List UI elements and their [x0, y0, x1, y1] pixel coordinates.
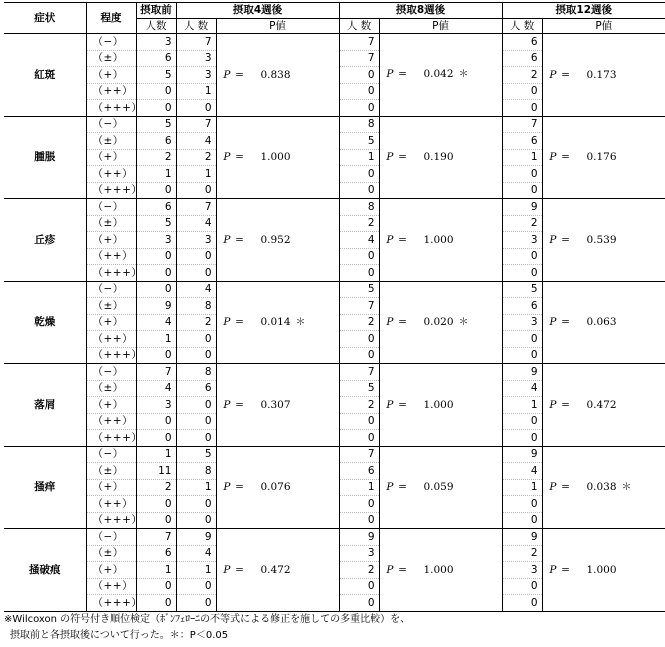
equals-sign: =: [561, 480, 570, 493]
p-value: 0.076: [260, 481, 291, 494]
w4-count: 0: [176, 265, 216, 282]
pre-count: 6: [136, 133, 176, 150]
degree-label: （±）: [86, 133, 136, 150]
w12-count: 0: [502, 430, 542, 447]
w8-count: 9: [339, 529, 379, 546]
equals-sign: =: [398, 481, 407, 494]
equals-sign: =: [235, 563, 244, 576]
degree-label: （++）: [86, 331, 136, 348]
pre-count: 5: [136, 215, 176, 232]
degree-label: （++）: [86, 496, 136, 513]
w4-count: 1: [176, 479, 216, 496]
w4-pvalue-cell: [216, 281, 339, 364]
w12-pvalue-cell: [542, 281, 665, 364]
equals-sign: =: [561, 151, 570, 164]
equals-sign: =: [561, 398, 570, 411]
pre-count: 9: [136, 298, 176, 315]
pre-count: 4: [136, 380, 176, 397]
p-value: 1.000: [423, 233, 454, 246]
w8-count: 6: [339, 463, 379, 480]
w4-pvalue-cell: [216, 116, 339, 199]
w4-count: 0: [176, 512, 216, 529]
degree-label: （±）: [86, 545, 136, 562]
w8-count: 0: [339, 67, 379, 84]
degree-label: （−）: [86, 199, 136, 216]
p-symbol: P: [549, 151, 557, 164]
pre-count: 7: [136, 529, 176, 546]
w12-count: 0: [502, 166, 542, 183]
degree-label: （++）: [86, 248, 136, 265]
w8-count: 3: [339, 545, 379, 562]
w4-count: 0: [176, 430, 216, 447]
degree-label: （±）: [86, 298, 136, 315]
w4-count: 0: [176, 397, 216, 414]
w4-count: 9: [176, 529, 216, 546]
w4-count: 0: [176, 347, 216, 364]
equals-sign: =: [235, 68, 244, 81]
degree-label: （++）: [86, 83, 136, 100]
p-symbol: P: [549, 316, 557, 329]
results-table: [4, 2, 665, 612]
pre-count: 0: [136, 281, 176, 298]
header-w4-pvalue: P値: [216, 18, 339, 34]
w8-pvalue-cell: [379, 364, 502, 447]
w4-count: 7: [176, 116, 216, 133]
pre-count: 0: [136, 248, 176, 265]
pre-count: 6: [136, 199, 176, 216]
pre-count: 1: [136, 166, 176, 183]
p-symbol: P: [223, 481, 231, 494]
pre-count: 0: [136, 83, 176, 100]
p-symbol: P: [386, 68, 394, 81]
significance-mark: ＊: [458, 316, 469, 328]
w4-count: 0: [176, 248, 216, 265]
symptom-label: 腫脹: [4, 116, 86, 199]
p-value: 0.472: [586, 398, 617, 411]
w8-count: 0: [339, 512, 379, 529]
w8-count: 7: [339, 364, 379, 381]
w8-pvalue-cell: [379, 529, 502, 612]
w4-pvalue-cell: [216, 199, 339, 282]
p-symbol: P: [223, 68, 231, 81]
p-symbol: P: [223, 315, 231, 328]
w12-count: 0: [502, 578, 542, 595]
w4-count: 4: [176, 281, 216, 298]
degree-label: （−）: [86, 34, 136, 51]
w12-count: 0: [502, 347, 542, 364]
symptom-label: 落屑: [4, 364, 86, 447]
degree-label: （+++）: [86, 182, 136, 199]
p-symbol: P: [386, 151, 394, 164]
p-symbol: P: [386, 315, 394, 328]
w8-count: 0: [339, 248, 379, 265]
degree-label: （−）: [86, 446, 136, 463]
degree-label: （+）: [86, 149, 136, 166]
header-week8: 摂取8週後: [339, 3, 502, 19]
degree-label: （++）: [86, 413, 136, 430]
w8-count: 4: [339, 232, 379, 249]
p-value: 0.952: [260, 233, 291, 246]
w4-count: 0: [176, 578, 216, 595]
w8-count: 2: [339, 215, 379, 232]
w12-pvalue-cell: [542, 364, 665, 447]
w4-count: 2: [176, 149, 216, 166]
w4-count: 8: [176, 298, 216, 315]
w4-count: 3: [176, 50, 216, 67]
w12-count: 9: [502, 364, 542, 381]
footnote-line-2: 摂取前と各摂取後について行った。＊：P＜0.05: [10, 630, 229, 641]
w12-count: 0: [502, 182, 542, 199]
footnote-line-1: ※Wilcoxon の符号付き順位検定（ﾎﾞﾝﾌｪﾛｰﾆの不等式による修正を施しての多重比較）を、: [4, 614, 411, 625]
w8-count: 0: [339, 413, 379, 430]
symptom-label: 乾燥: [4, 281, 86, 364]
w12-pvalue-cell: [542, 529, 665, 612]
w12-count: 2: [502, 215, 542, 232]
w4-count: 7: [176, 199, 216, 216]
w4-pvalue-cell: [216, 529, 339, 612]
w8-pvalue-cell: [379, 199, 502, 282]
degree-label: （++）: [86, 166, 136, 183]
footnotes: [4, 612, 621, 644]
pre-count: 0: [136, 182, 176, 199]
w4-count: 0: [176, 496, 216, 513]
w4-count: 4: [176, 133, 216, 150]
table-row: [4, 199, 665, 216]
w8-count: 0: [339, 578, 379, 595]
symptom-label: 掻破痕: [4, 529, 86, 612]
w4-count: 0: [176, 331, 216, 348]
w4-count: 2: [176, 314, 216, 331]
degree-label: （±）: [86, 380, 136, 397]
pre-count: 6: [136, 50, 176, 67]
w12-count: 3: [502, 232, 542, 249]
equals-sign: =: [398, 398, 407, 411]
w8-count: 0: [339, 430, 379, 447]
pre-count: 0: [136, 265, 176, 282]
w12-count: 0: [502, 265, 542, 282]
p-value: 0.038: [586, 480, 617, 493]
equals-sign: =: [561, 68, 570, 81]
w12-count: 1: [502, 149, 542, 166]
significance-mark: ＊: [295, 316, 306, 328]
pre-count: 7: [136, 364, 176, 381]
header-w8-pvalue: P値: [379, 18, 502, 34]
symptom-label: 掻痒: [4, 446, 86, 529]
equals-sign: =: [235, 398, 244, 411]
p-symbol: P: [549, 68, 557, 81]
symptom-label: 丘疹: [4, 199, 86, 282]
p-value: 0.063: [586, 316, 617, 329]
degree-label: （+++）: [86, 347, 136, 364]
degree-label: （±）: [86, 463, 136, 480]
w12-count: 5: [502, 281, 542, 298]
w8-count: 0: [339, 83, 379, 100]
p-value: 1.000: [423, 398, 454, 411]
w4-count: 0: [176, 182, 216, 199]
p-symbol: P: [386, 563, 394, 576]
p-value: 0.176: [586, 151, 617, 164]
w4-count: 1: [176, 562, 216, 579]
equals-sign: =: [561, 316, 570, 329]
p-symbol: P: [386, 233, 394, 246]
w12-count: 0: [502, 413, 542, 430]
p-value: 0.042: [423, 68, 454, 81]
degree-label: （+++）: [86, 512, 136, 529]
header-week4: 摂取4週後: [176, 3, 339, 19]
w8-count: 2: [339, 397, 379, 414]
pre-count: 2: [136, 149, 176, 166]
p-symbol: P: [549, 480, 557, 493]
w12-count: 4: [502, 463, 542, 480]
equals-sign: =: [561, 563, 570, 576]
w12-count: 3: [502, 562, 542, 579]
w8-count: 0: [339, 331, 379, 348]
pre-count: 3: [136, 397, 176, 414]
w12-count: 0: [502, 512, 542, 529]
p-value: 0.173: [586, 68, 617, 81]
p-symbol: P: [549, 233, 557, 246]
p-value: 0.014: [260, 315, 291, 328]
pre-count: 0: [136, 100, 176, 117]
p-symbol: P: [386, 398, 394, 411]
w4-count: 1: [176, 166, 216, 183]
header-w4-count: 人 数: [176, 18, 216, 34]
w12-count: 1: [502, 397, 542, 414]
w12-count: 0: [502, 595, 542, 612]
degree-label: （+）: [86, 232, 136, 249]
significance-mark: ＊: [621, 481, 632, 493]
w8-count: 8: [339, 116, 379, 133]
equals-sign: =: [235, 315, 244, 328]
equals-sign: =: [235, 151, 244, 164]
degree-label: （−）: [86, 116, 136, 133]
w8-count: 5: [339, 281, 379, 298]
equals-sign: =: [398, 68, 407, 81]
w12-count: 0: [502, 83, 542, 100]
w12-pvalue-cell: [542, 446, 665, 529]
w8-count: 0: [339, 100, 379, 117]
degree-label: （+）: [86, 479, 136, 496]
degree-label: （+）: [86, 562, 136, 579]
w8-count: 2: [339, 314, 379, 331]
pre-count: 0: [136, 413, 176, 430]
p-symbol: P: [386, 481, 394, 494]
w12-count: 6: [502, 50, 542, 67]
degree-label: （+++）: [86, 595, 136, 612]
w8-count: 0: [339, 182, 379, 199]
pre-count: 4: [136, 314, 176, 331]
w8-count: 2: [339, 562, 379, 579]
w12-count: 2: [502, 67, 542, 84]
w4-count: 8: [176, 463, 216, 480]
w4-count: 4: [176, 215, 216, 232]
w12-count: 6: [502, 298, 542, 315]
header-week12: 摂取12週後: [502, 3, 665, 19]
p-value: 0.059: [423, 481, 454, 494]
w4-count: 4: [176, 545, 216, 562]
p-value: 0.190: [423, 151, 454, 164]
p-value: 0.838: [260, 68, 291, 81]
pre-count: 0: [136, 496, 176, 513]
w4-count: 3: [176, 67, 216, 84]
w12-count: 4: [502, 380, 542, 397]
degree-label: （+）: [86, 397, 136, 414]
p-symbol: P: [223, 151, 231, 164]
w12-pvalue-cell: [542, 199, 665, 282]
pre-count: 5: [136, 116, 176, 133]
header-symptom: 症状: [4, 3, 86, 34]
w12-count: 0: [502, 496, 542, 513]
p-value: 0.307: [260, 398, 291, 411]
table-row: [4, 34, 665, 51]
degree-label: （+）: [86, 67, 136, 84]
equals-sign: =: [561, 233, 570, 246]
header-w12-count: 人 数: [502, 18, 542, 34]
w12-count: 9: [502, 446, 542, 463]
pre-count: 6: [136, 545, 176, 562]
w8-count: 7: [339, 34, 379, 51]
w4-pvalue-cell: [216, 34, 339, 117]
w12-count: 1: [502, 479, 542, 496]
equals-sign: =: [398, 151, 407, 164]
p-symbol: P: [223, 398, 231, 411]
w8-count: 1: [339, 479, 379, 496]
table-row: [4, 364, 665, 381]
degree-label: （+++）: [86, 100, 136, 117]
table-row: [4, 446, 665, 463]
w4-count: 6: [176, 380, 216, 397]
w8-pvalue-cell: [379, 281, 502, 364]
pre-count: 3: [136, 34, 176, 51]
pre-count: 5: [136, 67, 176, 84]
w4-count: 1: [176, 83, 216, 100]
symptom-label: 紅斑: [4, 34, 86, 117]
w12-pvalue-cell: [542, 34, 665, 117]
w8-count: 1: [339, 149, 379, 166]
w8-count: 7: [339, 298, 379, 315]
pre-count: 1: [136, 562, 176, 579]
pre-count: 2: [136, 479, 176, 496]
w8-count: 0: [339, 166, 379, 183]
p-value: 1.000: [423, 563, 454, 576]
w12-count: 7: [502, 116, 542, 133]
pre-count: 0: [136, 578, 176, 595]
w12-count: 9: [502, 199, 542, 216]
w8-count: 0: [339, 595, 379, 612]
w12-count: 9: [502, 529, 542, 546]
p-symbol: P: [549, 563, 557, 576]
w8-count: 5: [339, 133, 379, 150]
p-value: 1.000: [586, 563, 617, 576]
header-pre: 摂取前: [136, 3, 176, 19]
w12-count: 6: [502, 34, 542, 51]
degree-label: （++）: [86, 578, 136, 595]
w8-count: 5: [339, 380, 379, 397]
p-symbol: P: [549, 398, 557, 411]
degree-label: （−）: [86, 529, 136, 546]
w4-count: 0: [176, 413, 216, 430]
w8-count: 0: [339, 265, 379, 282]
p-symbol: P: [223, 233, 231, 246]
equals-sign: =: [235, 233, 244, 246]
equals-sign: =: [398, 563, 407, 576]
w12-count: 2: [502, 545, 542, 562]
p-value: 1.000: [260, 151, 291, 164]
pre-count: 1: [136, 446, 176, 463]
w12-pvalue-cell: [542, 116, 665, 199]
significance-mark: ＊: [458, 69, 469, 81]
w8-count: 7: [339, 50, 379, 67]
w12-count: 6: [502, 133, 542, 150]
degree-label: （+++）: [86, 430, 136, 447]
header-degree: 程度: [86, 3, 136, 34]
pre-count: 3: [136, 232, 176, 249]
degree-label: （+）: [86, 314, 136, 331]
header-w12-pvalue: P値: [542, 18, 665, 34]
w8-count: 7: [339, 446, 379, 463]
degree-label: （−）: [86, 281, 136, 298]
header-pre-count: 人数: [136, 18, 176, 34]
w4-count: 0: [176, 100, 216, 117]
w12-count: 0: [502, 331, 542, 348]
p-value: 0.472: [260, 563, 291, 576]
pre-count: 1: [136, 331, 176, 348]
w4-count: 3: [176, 232, 216, 249]
w4-count: 0: [176, 595, 216, 612]
pre-count: 11: [136, 463, 176, 480]
w12-count: 0: [502, 248, 542, 265]
degree-label: （+++）: [86, 265, 136, 282]
w4-count: 7: [176, 34, 216, 51]
w8-count: 0: [339, 347, 379, 364]
table-row: [4, 281, 665, 298]
p-value: 0.020: [423, 315, 454, 328]
w8-count: 0: [339, 496, 379, 513]
w4-count: 8: [176, 364, 216, 381]
w12-count: 3: [502, 314, 542, 331]
pre-count: 0: [136, 430, 176, 447]
degree-label: （−）: [86, 364, 136, 381]
table-row: [4, 529, 665, 546]
pre-count: 0: [136, 512, 176, 529]
w4-count: 5: [176, 446, 216, 463]
table-row: [4, 116, 665, 133]
degree-label: （±）: [86, 215, 136, 232]
p-value: 0.539: [586, 233, 617, 246]
w4-pvalue-cell: [216, 364, 339, 447]
w8-count: 8: [339, 199, 379, 216]
p-symbol: P: [223, 563, 231, 576]
w8-pvalue-cell: [379, 34, 502, 117]
w12-count: 0: [502, 100, 542, 117]
equals-sign: =: [235, 481, 244, 494]
degree-label: （±）: [86, 50, 136, 67]
equals-sign: =: [398, 233, 407, 246]
header-w8-count: 人 数: [339, 18, 379, 34]
w4-pvalue-cell: [216, 446, 339, 529]
equals-sign: =: [398, 315, 407, 328]
pre-count: 0: [136, 347, 176, 364]
pre-count: 0: [136, 595, 176, 612]
w8-pvalue-cell: [379, 446, 502, 529]
w8-pvalue-cell: [379, 116, 502, 199]
